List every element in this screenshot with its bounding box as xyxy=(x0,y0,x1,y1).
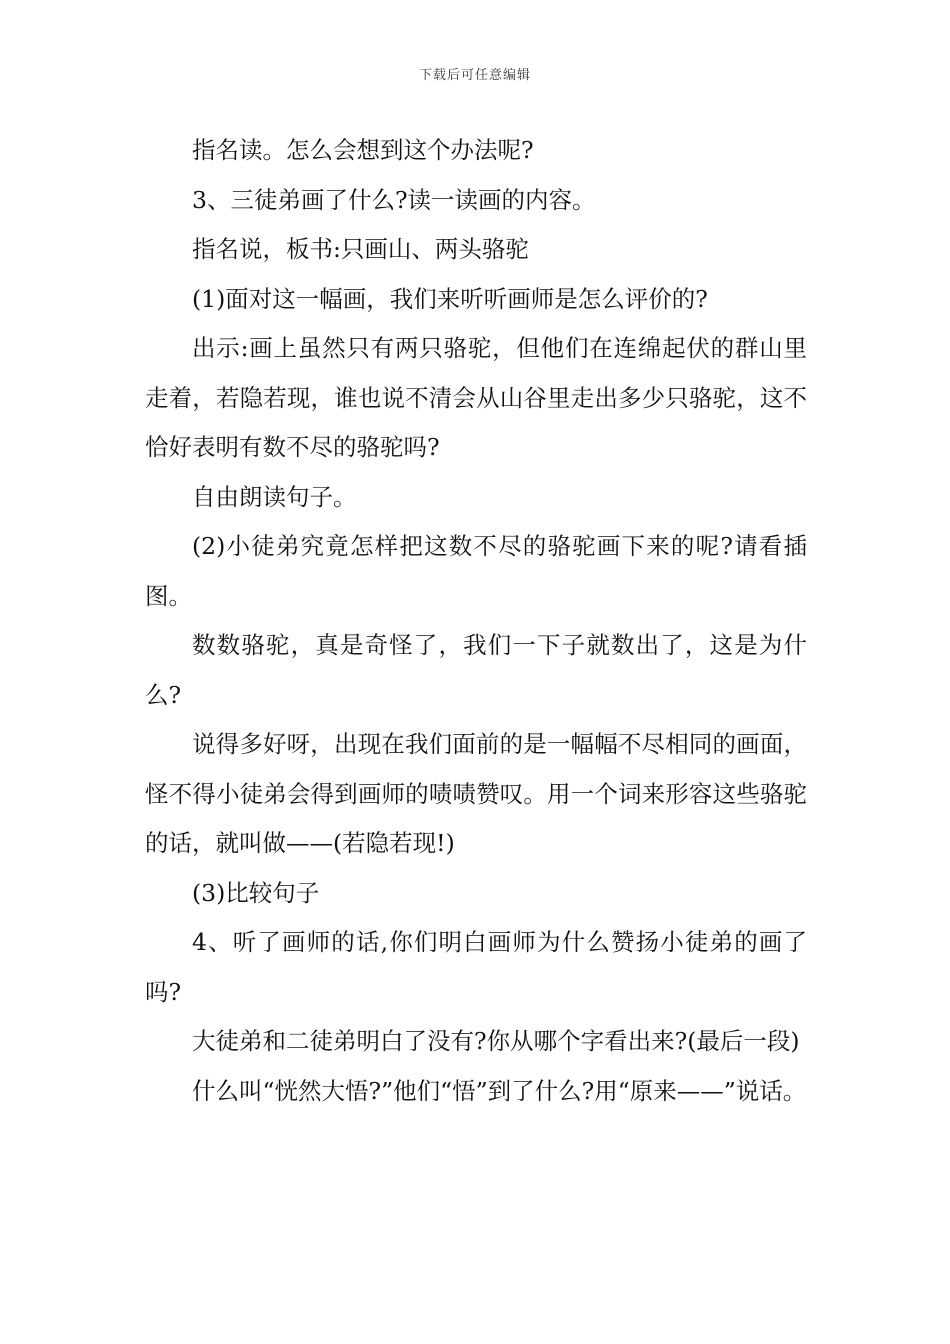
paragraph: 4、听了画师的话,你们明白画师为什么赞扬小徒弟的画了吗? xyxy=(145,928,807,1006)
paragraph: 出示:画上虽然只有两只骆驼，但他们在连绵起伏的群山里走着，若隐若现，谁也说不清会从山谷里走出多少只骆驼，这不恰好表明有数不尽的骆驼吗? xyxy=(145,334,807,461)
paragraph: 指名读。怎么会想到这个办法呢? xyxy=(192,136,534,164)
document-body xyxy=(145,126,807,1116)
paragraph: 数数骆驼，真是奇怪了，我们一下子就数出了，这是为什么? xyxy=(145,631,807,709)
page-header: 下载后可任意编辑 xyxy=(418,68,531,83)
paragraph: 什么叫“恍然大悟?”他们“悟”到了什么?用“原来——”说话。 xyxy=(192,1076,807,1105)
paragraph: (1)面对这一幅画，我们来听听画师是怎么评价的? xyxy=(192,284,708,313)
paragraph: 大徒弟和二徒弟明白了没有?你从哪个字看出来?(最后一段) xyxy=(192,1027,800,1055)
paragraph: (3)比较句子 xyxy=(192,878,320,907)
paragraph: 3、三徒弟画了什么?读一读画的内容。 xyxy=(192,185,596,214)
paragraph: 自由朗读句子。 xyxy=(192,482,357,511)
paragraph: 指名说，板书:只画山、两头骆驼 xyxy=(192,235,529,263)
paragraph: (2)小徒弟究竟怎样把这数不尽的骆驼画下来的呢?请看插图。 xyxy=(145,532,807,610)
paragraph: 说得多好呀，出现在我们面前的是一幅幅不尽相同的画面，怪不得小徒弟会得到画师的啧啧赞叹。用一个词来形容这些骆驼的话，就叫做——(若隐若现!) xyxy=(145,730,807,857)
